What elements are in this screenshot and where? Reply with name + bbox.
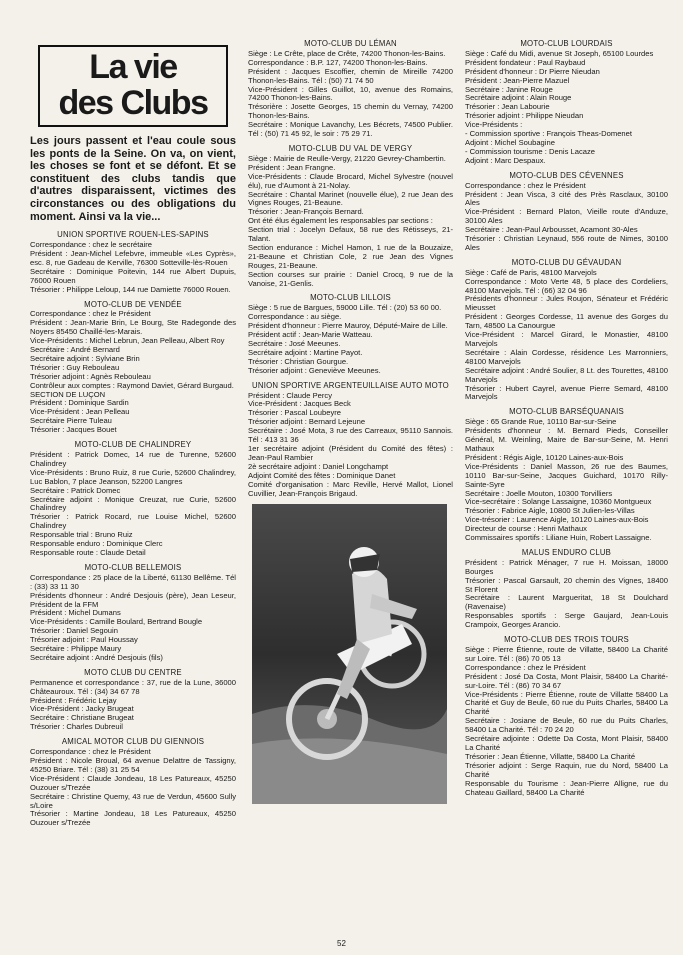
club-detail-line: Trésorier adjoint : Agnès Rebouleau xyxy=(30,371,151,381)
club-detail-line: Siège : Le Crête, place de Crête, 74200 Thonon-les-Bains. xyxy=(248,48,446,58)
club-detail-line: Trésorier adjoint : Geneviève Meeunes. xyxy=(248,365,381,375)
club-list-right xyxy=(465,40,668,797)
club-detail-line: Secrétaire : Joelle Mouton, 10300 Torvilliers xyxy=(465,488,613,498)
club-name: MOTO-CLUB DU GÉVAUDAN xyxy=(511,257,622,267)
intro-paragraph: Les jours passent et l'eau coule sous les ponts de la Seine. On va, on vient, les choses se font et se défont. Et se constituent des clubs tandis que d'autres disparaissent, victimes des circonstances ou des obligations du moment. Ainsi va la vie... xyxy=(30,135,236,223)
club-detail-line: Trésorier : Jean-François Bernard. xyxy=(248,207,364,217)
club-entry xyxy=(30,301,236,436)
club-detail-line: Correspondance : 25 place de la Liberté, 61130 Bellême. Tél : (33) 33 11 30 xyxy=(30,572,236,591)
club-detail-line: Correspondance : au siège. xyxy=(248,312,342,322)
club-detail-line: Trésorier : Charles Dubreuil xyxy=(30,722,123,732)
club-detail-line: Trésorier : Jacques Bouet xyxy=(30,425,117,435)
club-detail-line: Trésorier : Hubert Cayrel, avenue Pierre Semard, 48100 Marvejols xyxy=(465,383,668,402)
motocross-photo xyxy=(252,504,447,804)
club-detail-line: Trésorier : Christian Gourgue. xyxy=(248,356,349,366)
club-entry xyxy=(248,40,453,139)
club-detail-line: Vice-Présidents : Pierre Étienne, route de Villatte 58400 La Charité et Guy de Beule, 60 rue du Puits Charles, 58400 La Charité xyxy=(465,689,668,717)
club-detail-line: Adjoint : Michel Soubagine xyxy=(465,137,555,147)
club-detail-line: Vice-Président : Jacky Brugeat xyxy=(30,704,134,714)
club-entry xyxy=(30,669,236,732)
club-detail-line: Ont été élus également les responsables par sections : xyxy=(248,216,433,226)
club-detail-line: Responsables sportifs : Serge Gaujard, Jean-Louis Crampoix, Georges Arancio. xyxy=(465,611,668,630)
club-detail-line: Vice-Président : Bernard Platon, Vieille route d'Anduze, 30100 Ales xyxy=(465,207,668,226)
club-detail-line: Secrétaire : Dominique Poitevin, 144 rue Albert Dupuis, 76000 Rouen xyxy=(30,266,236,285)
club-detail-line: Trésorier : Jean Labourie xyxy=(465,102,550,112)
club-entry xyxy=(30,738,236,828)
club-entry xyxy=(248,294,453,375)
club-entry xyxy=(30,231,236,294)
club-detail-line: Vice-Présidents : Daniel Masson, 26 rue des Baumes, 10110 Bar-sur-Seine, Jacques Guichard, 10170 Rilly-Sainte-Syre xyxy=(465,461,668,489)
club-detail-line: Secrétaire : Jean-Paul Arbousset, Acamont 30-Ales xyxy=(465,225,638,235)
club-entry xyxy=(248,382,453,499)
club-detail-line: Secrétaire : Christine Quemy, 43 rue de Verdun, 45600 Sully s/Loire xyxy=(30,791,236,810)
club-detail-line: Président : Patrick Ménager, 7 rue H. Moissan, 18000 Bourges xyxy=(465,557,668,576)
club-detail-line: Vice-trésorier : Laurence Aigle, 10120 Laines-aux-Bois xyxy=(465,515,649,525)
club-detail-line: Vice-Président : Gilles Guillot, 10, avenue des Romains, 74200 Thonon-les-Bains. xyxy=(248,84,453,103)
club-detail-line: Vice-secrétaire : Solange Lassaigne, 10360 Montgueux xyxy=(465,497,652,507)
club-name: MOTO-CLUB LOURDAIS xyxy=(520,39,613,48)
club-detail-line: Secrétaire : Josiane de Beule, 60 rue du Puits Charles, 58400 La Charité. Tél : 70 24 20 xyxy=(465,716,668,735)
title-line-2: des Clubs xyxy=(58,84,208,122)
club-detail-line: Président : Nicole Broual, 64 avenue Delattre de Tassigny, 45250 Briare. Tél : (38) 31 25 54 xyxy=(30,756,236,774)
club-detail-line: Correspondance : Moto Verte 48, 5 place des Cordeliers, 48100 Marvejols. Tél : (66) 32 04 96 xyxy=(465,276,668,295)
club-detail-line: Trésorier : Christian Leynaud, 556 route de Nimes, 30100 Ales xyxy=(465,234,668,252)
club-entry xyxy=(465,636,668,797)
club-entry xyxy=(465,40,668,166)
club-detail-line: Siège : Café de Paris, 48100 Marvejols xyxy=(465,267,597,277)
club-entry xyxy=(30,564,236,663)
club-detail-line: Vice-Présidents : Camille Boulard, Bertrand Bougle xyxy=(30,617,203,627)
club-list-middle xyxy=(248,40,453,498)
club-detail-line: Vice-Présidents : Bruno Ruiz, 8 rue Curie, 52600 Chalindrey, Luc Bablon, 7 place Jeanson, 52200 Langres xyxy=(30,467,236,486)
club-detail-line: Secrétaire Pierre Tuleau xyxy=(30,416,112,426)
club-name: MALUS ENDURO CLUB xyxy=(521,547,612,557)
column-middle xyxy=(248,40,453,804)
club-name: UNION SPORTIVE ARGENTEUILLAISE AUTO MOTO xyxy=(252,380,449,390)
club-name: MOTO-CLUB DE CHALINDREY xyxy=(74,440,192,450)
club-detail-line: Présidents d'honneur : André Desjouis (père), Jean Leseur, Président de la FFM xyxy=(30,590,236,609)
club-name: MOTO-CLUB DU LÉMAN xyxy=(304,39,397,48)
club-name: MOTO-CLUB DE VENDÉE xyxy=(84,299,182,309)
club-detail-line: Section courses sur prairie : Daniel Crocq, 9 rue de la Vanoise, 21-Genlis. xyxy=(248,269,453,288)
club-detail-line: Correspondance : chez le Président xyxy=(465,180,586,190)
club-detail-line: Trésorier adjoint : Bernard Lejeune xyxy=(248,417,366,427)
club-detail-line: Responsable enduro : Dominique Clerc xyxy=(30,539,163,549)
club-detail-line: Secrétaire adjoint : Monique Creuzat, rue Curie, 52600 Chalindrey xyxy=(30,494,236,513)
club-detail-line: Responsable du Tourisme : Jean-Pierre Alligne, rue du Chateau Gaillard, 58400 La Charité xyxy=(465,778,668,797)
club-detail-line: Trésorier : Jean Étienne, Villatte, 58400 La Charité xyxy=(465,751,636,761)
club-name: MOTO-CLUB DES TROIS TOURS xyxy=(504,635,629,645)
club-name: MOTO CLUB DU CENTRE xyxy=(84,667,182,677)
club-detail-line: Président fondateur : Paul Raybaud xyxy=(465,57,586,67)
club-detail-line: Secrétaire adjoint : André Soulier, 8 Lt. des Tourettes, 48100 Marvejols xyxy=(465,365,668,384)
club-detail-line: 2è secrétaire adjoint : Daniel Longchampt xyxy=(248,461,389,471)
club-detail-line: Section trial : Jocelyn Defaux, 58 rue des Rétisseys, 21-Talant. xyxy=(248,225,453,244)
club-detail-line: Siège : 5 rue de Bargues, 59000 Lille. Tél : (20) 53 60 00. xyxy=(248,303,442,313)
club-name: MOTO-CLUB DU VAL DE VERGY xyxy=(288,143,413,153)
page-number: 52 xyxy=(337,939,346,948)
club-detail-line: Siège : Mairie de Reulle-Vergy, 21220 Gevrey-Chambertin. xyxy=(248,153,446,163)
club-detail-line: Adjoint : Marc Despaux. xyxy=(465,155,546,165)
club-detail-line: Secrétaire : José Mota, 3 rue des Carreaux, 95110 Sannois. Tél : 413 31 36 xyxy=(248,426,453,445)
club-detail-line: Trésorier adjoint : Serge Raquin, rue du Nord, 58400 La Charité xyxy=(465,760,668,779)
club-detail-line: Siège : Pierre Étienne, route de Villatte, 58400 La Charité sur Loire. Tél : (86) 70 05 13 xyxy=(465,645,668,663)
club-detail-line: Président : Jean-Pierre Mazuel xyxy=(465,75,570,85)
club-detail-line: Présidents d'honneur : M. Bernard Pieds, Conseiller Général, M. Weinling, Maire de Bar-sur-Seine, M. Henri Mathaux xyxy=(465,426,668,453)
club-entry xyxy=(30,441,236,558)
club-detail-line: Président : Claude Percy xyxy=(248,390,332,400)
club-detail-line: Correspondance : chez le secrétaire xyxy=(30,240,152,250)
club-detail-line: Secrétaire adjoint : Martine Payot. xyxy=(248,347,363,357)
club-detail-line: Trésorier : Philippe Leloup, 144 rue Damiette 76000 Rouen. xyxy=(30,284,231,294)
club-detail-line: Secrétaire : Laurent Margueritat, 18 St Doulchard (Ravenaise) xyxy=(465,593,668,612)
club-detail-line: Vice-Présidents : Michel Lebrun, Jean Pelleau, Albert Roy xyxy=(30,336,225,346)
club-detail-line: Trésorier : Martine Jondeau, 18 Les Patureaux, 45250 Ouzouer s/Trezée xyxy=(30,809,236,828)
club-detail-line: Vice-Présidents : Claude Brocard, Michel Sylvestre (nouvel élu), rue d'Aumont à 21-Nolay. xyxy=(248,171,453,190)
club-detail-line: Trésorier adjoint : Paul Houssay xyxy=(30,635,138,645)
club-detail-line: Président d'honneur : Dr Pierre Nieudan xyxy=(465,66,600,76)
club-name: AMICAL MOTOR CLUB DU GIENNOIS xyxy=(61,737,205,747)
club-detail-line: Secrétaire adjoint : Sylviane Brin xyxy=(30,353,140,363)
club-entry xyxy=(465,172,668,253)
club-detail-line: Trésorier : Guy Rebouleau xyxy=(30,362,120,372)
club-detail-line: 1er secrétaire adjoint (Président du Comité des fêtes) : Jean-Paul Rambier xyxy=(248,443,453,462)
club-detail-line: Correspondance : chez le Président xyxy=(30,747,151,757)
club-detail-line: Président : Jean Frangne. xyxy=(248,162,336,172)
club-detail-line: Responsable route : Claude Detail xyxy=(30,547,146,557)
club-detail-line: Président : Jean-Marie Brin, Le Bourg, Ste Radegonde des Noyers 85450 Chaillé-les-Marais. xyxy=(30,318,236,337)
club-name: MOTO-CLUB DES CÉVENNES xyxy=(509,170,624,180)
motocross-rider-image xyxy=(252,504,447,804)
club-detail-line: Adjoint Comité des fêtes : Dominique Danet xyxy=(248,470,396,480)
club-detail-line: Siège : 65 Grande Rue, 10110 Bar-sur-Seine xyxy=(465,417,617,427)
club-detail-line: Contrôleur aux comptes : Raymond Daviet, Gérard Burgaud. xyxy=(30,380,234,390)
club-detail-line: Vice-Président : Marcel Girard, le Monastier, 48100 Marvejols xyxy=(465,330,668,348)
club-detail-line: Comité d'organisation : Marc Reville, Hervé Mallot, Lionel Cuvillier, Jean-François Brigaud. xyxy=(248,479,453,498)
club-detail-line: - Commission tourisme : Denis Lacaze xyxy=(465,146,595,156)
club-detail-line: Président actif : Jean-Marie Watteau. xyxy=(248,330,373,340)
club-detail-line: Permanence et correspondance : 37, rue de la Lune, 36000 Châteauroux. Tél : (34) 34 67 78 xyxy=(30,677,236,696)
club-detail-line: Secrétaire : José Meeunes. xyxy=(248,339,341,348)
column-right xyxy=(465,40,668,803)
club-detail-line: Vice-Président : Claude Jondeau, 18 Les Patureaux, 45250 Ouzouer s/Trezée xyxy=(30,773,236,792)
club-entry xyxy=(465,408,668,543)
club-detail-line: Siège : Café du Midi, avenue St Joseph, 65100 Lourdes xyxy=(465,48,654,58)
club-detail-line: Vice-Présidents : xyxy=(465,120,523,130)
club-detail-line: Président : Dominique Sardin xyxy=(30,398,129,408)
club-detail-line: Secrétaire adjoint : André Desjouis (fils) xyxy=(30,652,163,662)
club-name: MOTO-CLUB BARSÉQUANAIS xyxy=(509,407,624,417)
club-entry xyxy=(248,145,453,289)
club-entry xyxy=(465,549,668,630)
club-detail-line: Secrétaire : Alain Cordesse, résidence Les Marronniers, 48100 Marvejols xyxy=(465,347,668,366)
club-detail-line: SECTION DE LUÇON xyxy=(30,389,106,399)
club-detail-line: Président : Frédéric Lejay xyxy=(30,695,117,705)
club-detail-line: Section endurance : Michel Hamon, 1 rue de la Bouzaize, 21-Beaune et Christian Cole, 2 rue Jean des Vignes Rouges, 21-Beaune. xyxy=(248,242,453,270)
club-detail-line: Directeur de course : Henri Mathaux xyxy=(465,524,587,534)
club-detail-line: Secrétaire : Janine Rouge xyxy=(465,84,553,94)
club-detail-line: Secrétaire : Philippe Maury xyxy=(30,644,122,654)
club-detail-line: Président : José Da Costa, Mont Plaisir, 58400 La Charité-sur-Loire. Tél : (86) 70 34 67 xyxy=(465,671,668,690)
club-detail-line: Secrétaire : Monique Lavanchy, Les Bécrets, 74500 Publier. Tél : (50) 71 45 92, le soir : 75 29 71. xyxy=(248,120,453,139)
club-detail-line: Trésorière : Josette Georges, 15 chemin du Vernay, 74200 Thonon-les-Bains. xyxy=(248,102,453,121)
club-detail-line: Commissaires sportifs : Liliane Huin, Robert Lassaigne. xyxy=(465,533,652,543)
club-detail-line: Président d'honneur : Pierre Mauroy, Député-Maire de Lille. xyxy=(248,321,448,331)
club-name: UNION SPORTIVE ROUEN-LES-SAPINS xyxy=(57,230,209,240)
club-detail-line: Correspondance : chez le Président xyxy=(465,662,586,672)
club-detail-line: Président : Georges Cordesse, 11 avenue des Gorges du Tarn, 48500 La Canourgue xyxy=(465,312,668,331)
club-detail-line: Secrétaire : André Bernard xyxy=(30,345,120,355)
club-detail-line: Correspondance : B.P. 127, 74200 Thonon-les-Bains. xyxy=(248,57,428,67)
club-name: MOTO-CLUB LILLOIS xyxy=(310,293,391,303)
club-detail-line: Trésorier : Pascal Loubeyre xyxy=(248,408,341,418)
club-detail-line: Vice-Président : Jacques Beck xyxy=(248,399,351,409)
club-detail-line: Secrétaire : Chantal Marinet (nouvelle élue), 2 rue Jean des Vignes Rouges, 21-Beaune. xyxy=(248,189,453,208)
club-detail-line: Correspondance : chez le Président xyxy=(30,309,151,319)
club-detail-line: Président : Régis Aigle, 10120 Laines-aux-Bois xyxy=(465,452,624,462)
club-detail-line: Trésorier : Patrick Rocard, rue Louise Michel, 52600 Chalindrey xyxy=(30,512,236,531)
club-detail-line: Trésorier : Fabrice Aigle, 10800 St Julien-les-Villas xyxy=(465,506,635,516)
title-line-1: La vie xyxy=(89,48,177,86)
club-name: MOTO-CLUB BELLEMOIS xyxy=(84,562,182,572)
club-detail-line: Président : Patrick Domec, 14 rue de Turenne, 52600 Chalindrey xyxy=(30,450,236,468)
club-detail-line: Président : Michel Dumans xyxy=(30,608,121,618)
club-detail-line: - Commission sportive : François Theas-Domenet xyxy=(465,129,632,139)
club-detail-line: Président : Jean Visca, 3 cité des Près Rasclaux, 30100 Ales xyxy=(465,189,668,208)
club-detail-line: Secrétaire : Christiane Brugeat xyxy=(30,713,134,723)
club-detail-line: Trésorier : Pascal Garsault, 20 chemin des Vignes, 18400 St Florent xyxy=(465,575,668,594)
club-detail-line: Trésorier : Daniel Segouin xyxy=(30,626,118,636)
club-detail-line: Trésorier adjoint : Philippe Nieudan xyxy=(465,111,584,121)
club-detail-line: Secrétaire adjoint : Alain Rouge xyxy=(465,93,572,103)
club-detail-line: Secrétaire : Patrick Domec xyxy=(30,485,121,495)
column-left xyxy=(30,40,236,834)
club-detail-line: Président : Jean-Michel Lefebvre, immeuble «Les Cyprès», esc. 8, rue Gadeau de Kerville, 76300 Sotteville-lès-Rouen xyxy=(30,248,236,267)
club-detail-line: Secrétaire adjointe : Odette Da Costa, Mont Plaisir, 58400 La Charité xyxy=(465,734,668,752)
club-detail-line: Présidents d'honneur : Jules Roujon, Sénateur et Frédéric Mieusset xyxy=(465,294,668,313)
club-detail-line: Vice-Président : Jean Pelleau xyxy=(30,407,130,417)
club-detail-line: Responsable trial : Bruno Ruiz xyxy=(30,530,133,540)
club-detail-line: Président : Jacques Escoffier, chemin de Mireille 74200 Thonon-les-Bains. Tél : (50) 71 74 50 xyxy=(248,66,453,85)
club-entry xyxy=(465,259,668,403)
club-list-left xyxy=(30,231,236,828)
section-title xyxy=(38,45,228,127)
